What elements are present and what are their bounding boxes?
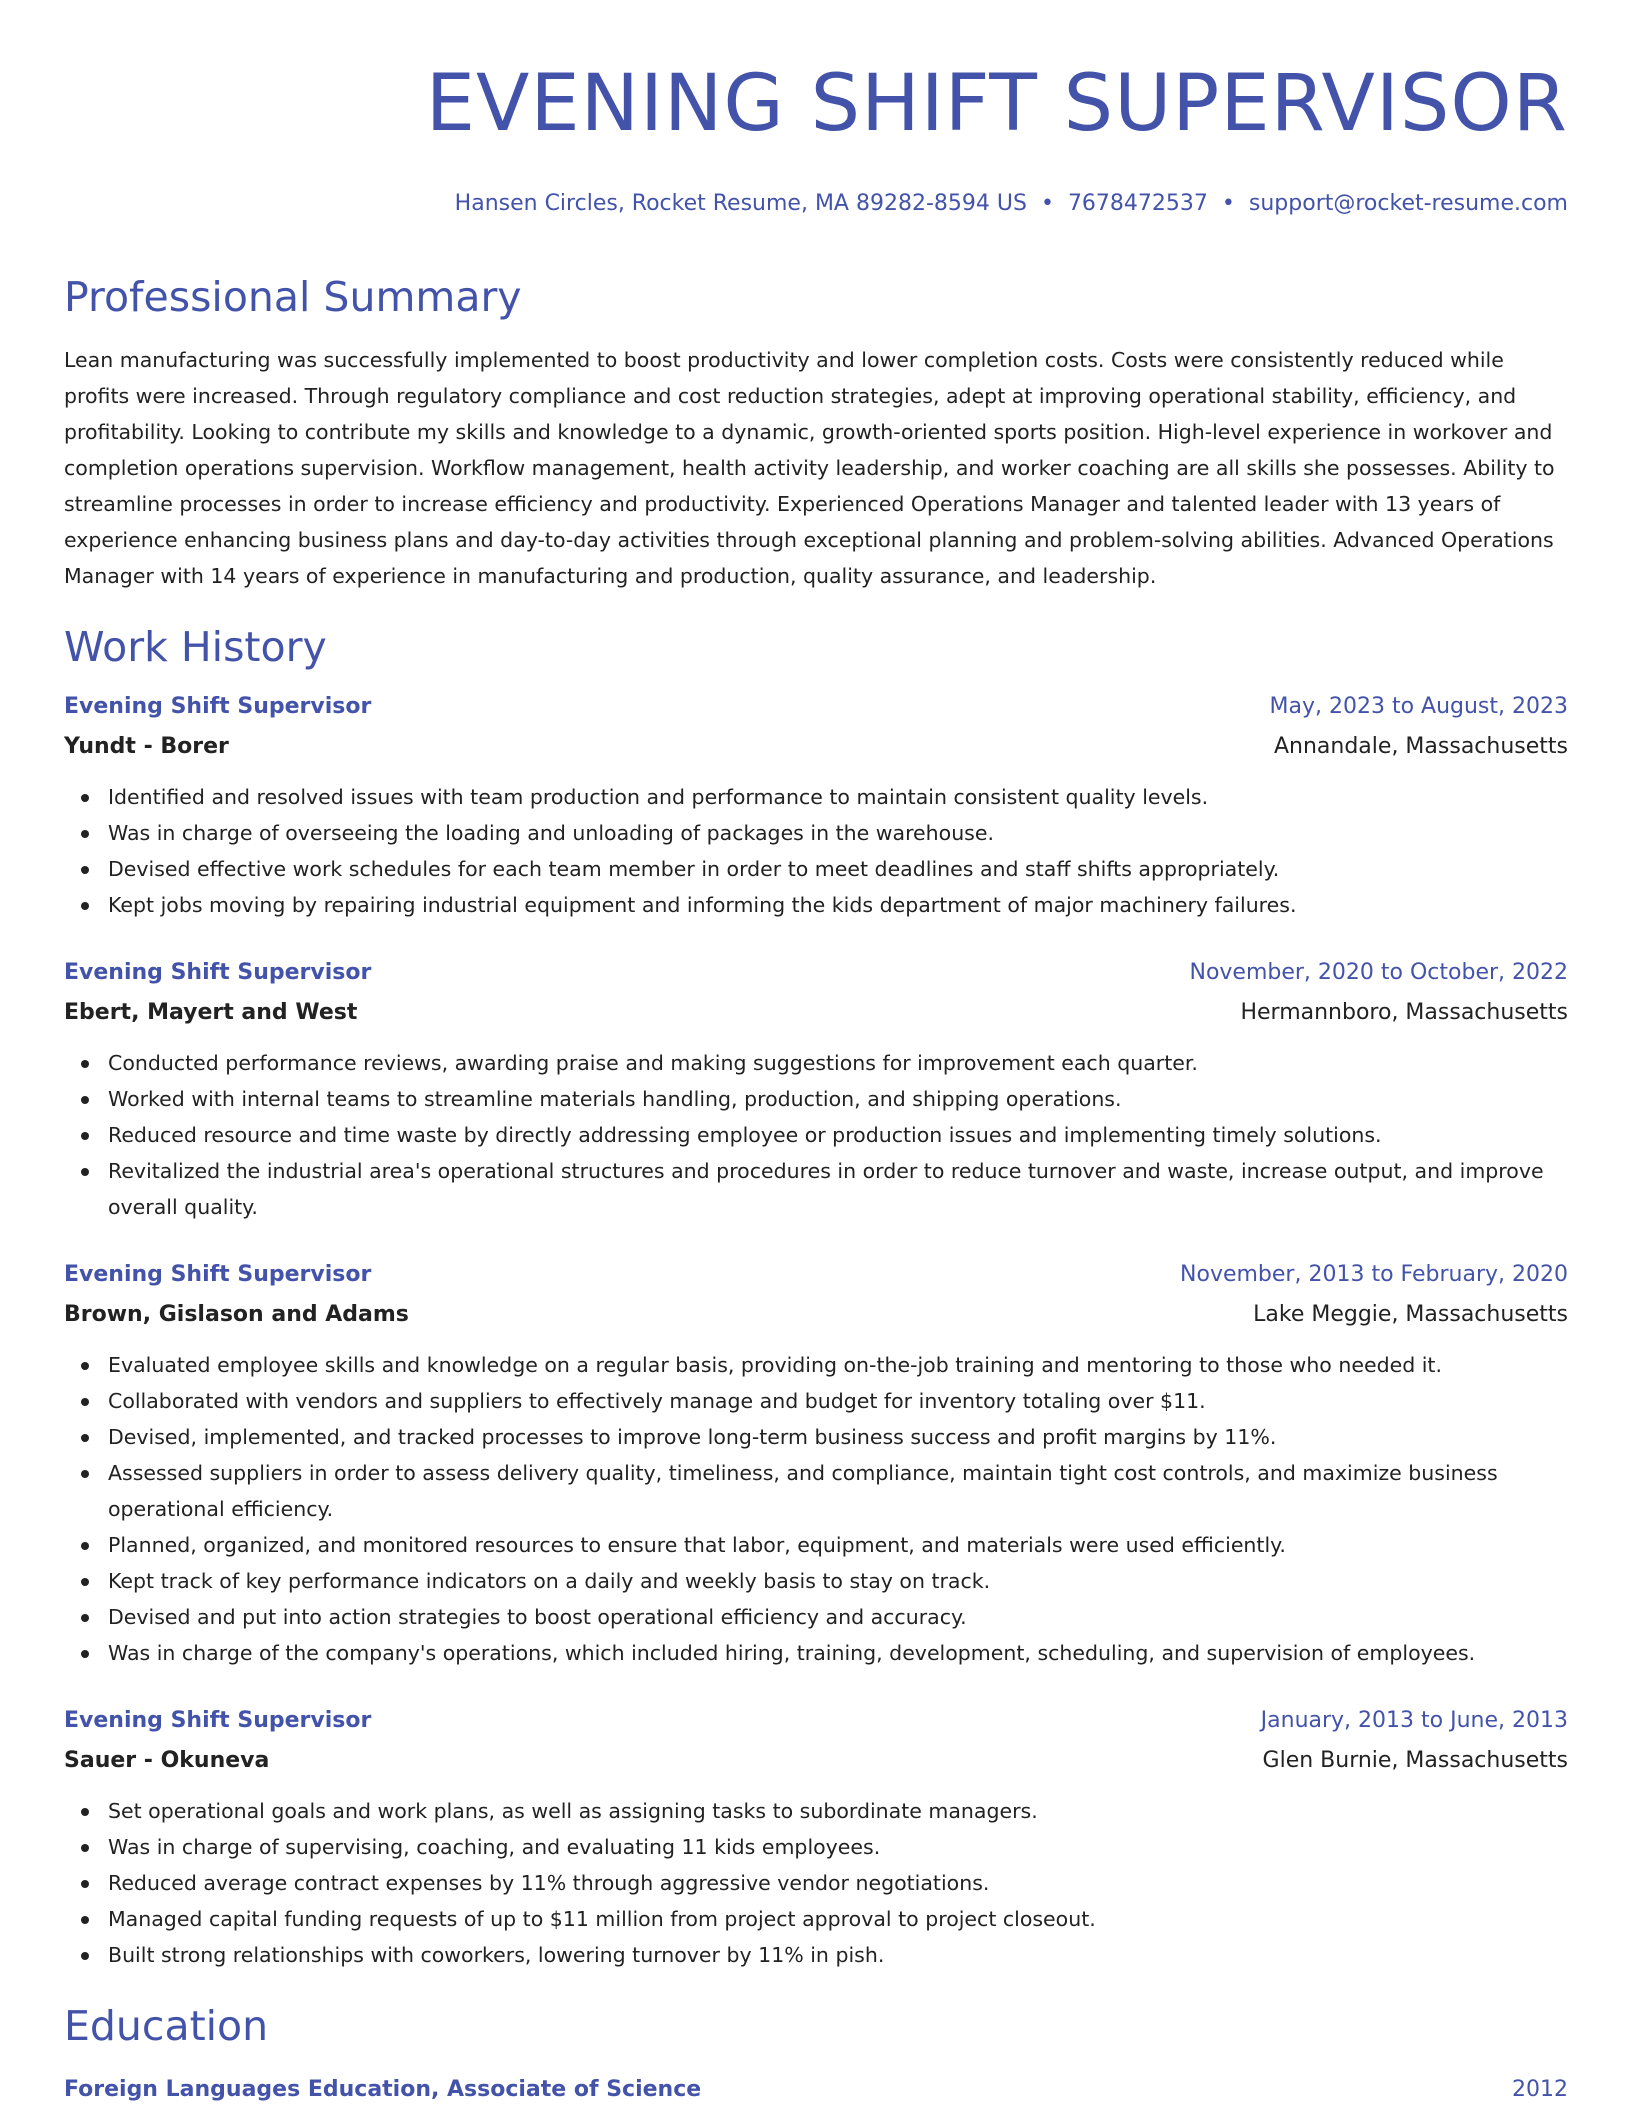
job-bullet-list: [64, 1347, 1568, 1671]
education-list: [64, 2075, 1568, 2105]
job-company: Yundt - Borer: [64, 734, 229, 759]
job-bullet: Kept jobs moving by repairing industrial equipment and informing the kids department of major machinery failures.: [64, 887, 1568, 923]
education-entry: [64, 2075, 1568, 2105]
contact-separator: •: [1221, 191, 1235, 216]
resume-name: EVENING SHIFT SUPERVISOR: [425, 59, 1568, 149]
job-title: Evening Shift Supervisor: [64, 1708, 372, 1733]
job-bullet: Planned, organized, and monitored resources to ensure that labor, equipment, and materials were used efficiently.: [64, 1527, 1568, 1563]
work-history-list: [64, 692, 1568, 1973]
job-company-row: [64, 1746, 1568, 1776]
job-bullet: Devised and put into action strategies to boost operational efficiency and accuracy.: [64, 1599, 1568, 1635]
job-company: Sauer - Okuneva: [64, 1748, 270, 1773]
contact-address: Hansen Circles, Rocket Resume, MA 89282-8594 US: [454, 191, 1027, 216]
job-bullet: Collaborated with vendors and suppliers to effectively manage and budget for inventory totaling over $11.: [64, 1383, 1568, 1419]
job-location: Hermannboro, Massachusetts: [1240, 1000, 1568, 1025]
job-bullet: Managed capital funding requests of up to $11 million from project approval to project closeout.: [64, 1901, 1568, 1937]
work-history-heading: Work History: [64, 623, 327, 671]
education-year: 2012: [1512, 2077, 1568, 2102]
job-bullet: Conducted performance reviews, awarding praise and making suggestions for improvement each quarter.: [64, 1045, 1568, 1081]
job-entry: [64, 1706, 1568, 1973]
job-bullet: Built strong relationships with coworkers, lowering turnover by 11% in pish.: [64, 1937, 1568, 1973]
job-bullet: Assessed suppliers in order to assess delivery quality, timeliness, and compliance, maintain tight cost controls, and maximize business operational efficiency.: [64, 1455, 1568, 1527]
contact-line: [64, 190, 1568, 218]
job-location: Lake Meggie, Massachusetts: [1253, 1302, 1568, 1327]
job-bullet: Worked with internal teams to streamline materials handling, production, and shipping operations.: [64, 1081, 1568, 1117]
job-dates: January, 2013 to June, 2013: [1260, 1708, 1568, 1733]
job-dates: November, 2020 to October, 2022: [1189, 960, 1568, 985]
job-dates: November, 2013 to February, 2020: [1180, 1262, 1568, 1287]
job-bullet: Set operational goals and work plans, as well as assigning tasks to subordinate managers.: [64, 1793, 1568, 1829]
job-bullet: Reduced average contract expenses by 11% through aggressive vendor negotiations.: [64, 1865, 1568, 1901]
job-bullet-list: [64, 779, 1568, 923]
job-bullet: Revitalized the industrial area's operational structures and procedures in order to reduce turnover and waste, increase output, and improve overall quality.: [64, 1153, 1568, 1225]
summary-heading: Professional Summary: [64, 273, 522, 321]
job-company: Ebert, Mayert and West: [64, 1000, 358, 1025]
job-company-row: [64, 998, 1568, 1028]
job-location: Annandale, Massachusetts: [1273, 734, 1568, 759]
job-title: Evening Shift Supervisor: [64, 694, 372, 719]
job-header-row: [64, 1260, 1568, 1290]
job-dates: May, 2023 to August, 2023: [1269, 694, 1568, 719]
job-title: Evening Shift Supervisor: [64, 1262, 372, 1287]
job-bullet-list: [64, 1045, 1568, 1225]
contact-phone: 7678472537: [1067, 191, 1208, 216]
job-bullet: Was in charge of the company's operations, which included hiring, training, development, scheduling, and supervision of employees.: [64, 1635, 1568, 1671]
job-bullet: Devised, implemented, and tracked processes to improve long-term business success and profit margins by 11%.: [64, 1419, 1568, 1455]
job-bullet: Kept track of key performance indicators on a daily and weekly basis to stay on track.: [64, 1563, 1568, 1599]
job-bullet: Was in charge of supervising, coaching, and evaluating 11 kids employees.: [64, 1829, 1568, 1865]
summary-text: Lean manufacturing was successfully implemented to boost productivity and lower completion costs. Costs were consistently reduced while profits were increased. Through regulatory compliance and cost reduction strategies, adept at improving operational stability, efficiency, and profitability. Looking to contribute my skills and knowledge to a dynamic, growth-oriented sports position. High-level experience in workover and completion operations supervision. Workflow management, health activity leadership, and worker coaching are all skills she possesses. Ability to streamline processes in order to increase efficiency and productivity. Experienced Operations Manager and talented leader with 13 years of experience enhancing business plans and day-to-day activities through exceptional planning and problem-solving abilities. Advanced Operations Manager with 14 years of experience in manufacturing and production, quality assurance, and leadership.: [64, 348, 1555, 588]
job-company-row: [64, 732, 1568, 762]
job-bullet: Reduced resource and time waste by directly addressing employee or production issues and implementing timely solutions.: [64, 1117, 1568, 1153]
job-bullet: Was in charge of overseeing the loading and unloading of packages in the warehouse.: [64, 815, 1568, 851]
job-bullet: Identified and resolved issues with team production and performance to maintain consistent quality levels.: [64, 779, 1568, 815]
contact-separator: •: [1040, 191, 1054, 216]
job-bullet: Devised effective work schedules for each team member in order to meet deadlines and staff shifts appropriately.: [64, 851, 1568, 887]
education-degree: Foreign Languages Education, Associate of Science: [64, 2077, 702, 2102]
job-bullet-list: [64, 1793, 1568, 1973]
job-company-row: [64, 1300, 1568, 1330]
job-header-row: [64, 692, 1568, 722]
job-entry: [64, 1260, 1568, 1671]
job-entry: [64, 958, 1568, 1225]
job-entry: [64, 692, 1568, 923]
job-bullet: Evaluated employee skills and knowledge on a regular basis, providing on-the-job training and mentoring to those who needed it.: [64, 1347, 1568, 1383]
contact-email: support@rocket-resume.com: [1248, 191, 1568, 216]
education-heading: Education: [64, 2002, 269, 2050]
job-location: Glen Burnie, Massachusetts: [1262, 1748, 1568, 1773]
job-header-row: [64, 1706, 1568, 1736]
job-header-row: [64, 958, 1568, 988]
job-title: Evening Shift Supervisor: [64, 960, 372, 985]
job-company: Brown, Gislason and Adams: [64, 1302, 409, 1327]
